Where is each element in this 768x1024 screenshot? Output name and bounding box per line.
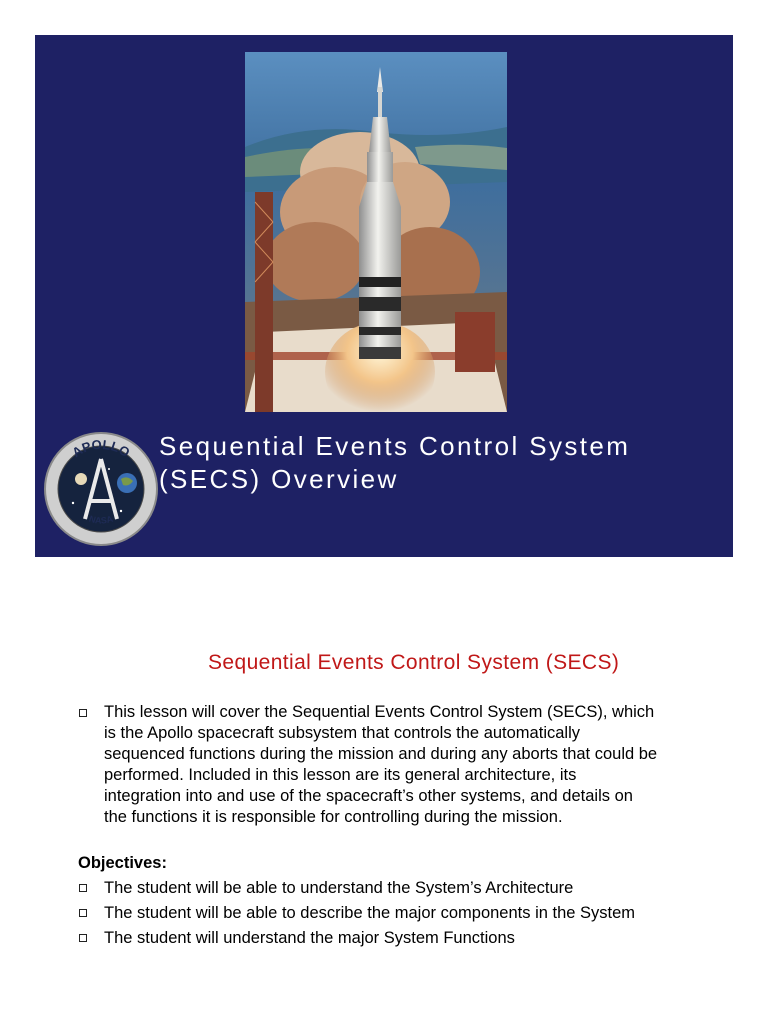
intro-line: is the Apollo spacecraft subsystem that controls the automatically: [104, 724, 580, 742]
checkbox-bullet-icon: [79, 909, 87, 917]
intro-paragraph: [104, 702, 704, 828]
rocket-launch-photo: [245, 52, 507, 412]
checkbox-bullet-icon: [79, 934, 87, 942]
logo-bottom-text: NASA: [87, 513, 115, 526]
slide-title-line-2: (SECS) Overview: [159, 464, 399, 494]
slide-title-line-1: Sequential Events Control System: [159, 431, 631, 461]
intro-line: performed. Included in this lesson are its general architecture, its: [104, 766, 577, 784]
checkbox-bullet-icon: [79, 884, 87, 892]
intro-line: sequenced functions during the mission and during any aborts that could be: [104, 745, 658, 763]
apollo-nasa-logo: [43, 431, 159, 547]
objective-item: The student will be able to describe the major components in the System: [104, 904, 636, 922]
content-heading: Sequential Events Control System (SECS): [208, 651, 620, 674]
objective-item: The student will be able to understand the System’s Architecture: [104, 879, 574, 897]
objectives-label: Objectives:: [78, 854, 167, 872]
checkbox-bullet-icon: [79, 709, 87, 717]
objective-item: The student will understand the major System Functions: [104, 929, 515, 947]
intro-line: This lesson will cover the Sequential Events Control System (SECS), which: [104, 703, 655, 721]
intro-line: integration into and use of the spacecraft’s other systems, and details on: [104, 787, 633, 805]
logo-top-text: APOLLO: [69, 436, 133, 461]
title-slide: [35, 35, 733, 557]
intro-line: the functions it is responsible for controlling during the mission.: [104, 808, 563, 826]
slide-title: [159, 430, 719, 496]
